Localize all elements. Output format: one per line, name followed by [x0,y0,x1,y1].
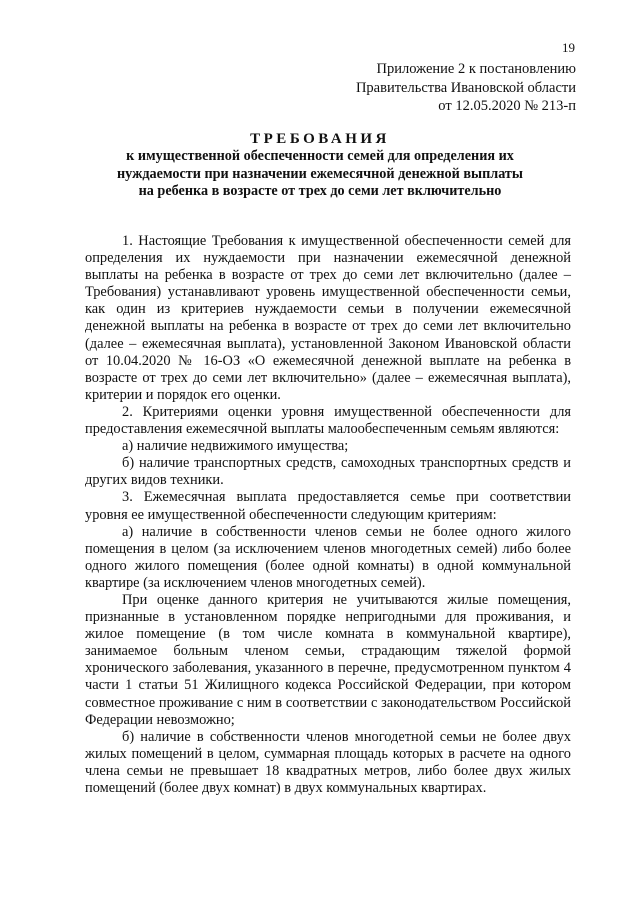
document-body [85,233,571,797]
document-subtitle: к имущественной обеспеченности семей для определения их нуждаемости при назначении ежемесячной денежной выплаты на ребенка в возрасте от трех до семи лет включительно [117,148,523,199]
attachment-reference [246,60,576,116]
page-number: 19 [562,40,575,55]
document-title: ТРЕБОВАНИЯ [250,131,390,147]
paragraph-3a: а) наличие в собственности членов семьи не более одного жилого помещения в целом (за исключением членов многодетных семей) либо более одного жилого помещения (более одной комнаты) в одной коммунальной квартире (за исключением членов многодетных семей). [85,523,571,591]
title-block [70,130,570,201]
attachment-line-2: Правительства Ивановской области [355,79,576,96]
paragraph-2: 2. Критериями оценки уровня имущественной обеспеченности для предоставления ежемесячной выплаты малообеспеченным семьям являются: [85,403,571,438]
attachment-line-1: Приложение 2 к постановлению [376,61,576,77]
paragraph-3b: б) наличие в собственности членов многодетной семьи не более двух жилых помещений в целом, суммарная площадь которых в расчете на одного члена семьи не превышает 18 квадратных метров, либо более двух жилых помещений (более двух комнат) в двух коммунальных квартирах. [85,728,571,796]
paragraph-1: 1. Настоящие Требования к имущественной обеспеченности семей для определения их нуждаемости при назначении ежемесячной денежной выплаты на ребенка в возрасте от трех до семи лет включительно (далее – Требования) устанавливают уровень имущественной обеспеченности семьи, как один из критериев нуждаемости семьи в получении ежемесячной денежной выплаты на ребенка в возрасте от трех до семи лет включительно (далее – ежемесячная выплата), установленной Законом Ивановской области от 10.04.2020 № 16-ОЗ «О ежемесячной денежной выплате на ребенка в возрасте от трех до семи лет включительно» (далее – ежемесячная выплата), критерии и порядок его оценки. [85,233,571,403]
paragraph-3a-note: При оценке данного критерия не учитываются жилые помещения, признанные в установленном порядке непригодными для проживания, и жилое помещение (в том числе комната в коммунальной квартире), занимаемое больным членом семьи, страдающим тяжелой формой хронического заболевания, указанного в перечне, предусмотренном пунктом 4 части 1 статьи 51 Жилищного кодекса Российской Федерации, при котором совместное проживание с ним в соответствии с законодательством Российской Федерации невозможно; [85,591,571,728]
paragraph-2a: а) наличие недвижимого имущества; [122,438,349,455]
paragraph-2b: б) наличие транспортных средств, самоходных транспортных средств и других видов техники. [85,455,571,489]
paragraph-3: 3. Ежемесячная выплата предоставляется семье при соответствии уровня ее имущественной обеспеченности следующим критериям: [85,489,571,523]
attachment-line-3: от 12.05.2020 № 213-п [438,98,576,114]
